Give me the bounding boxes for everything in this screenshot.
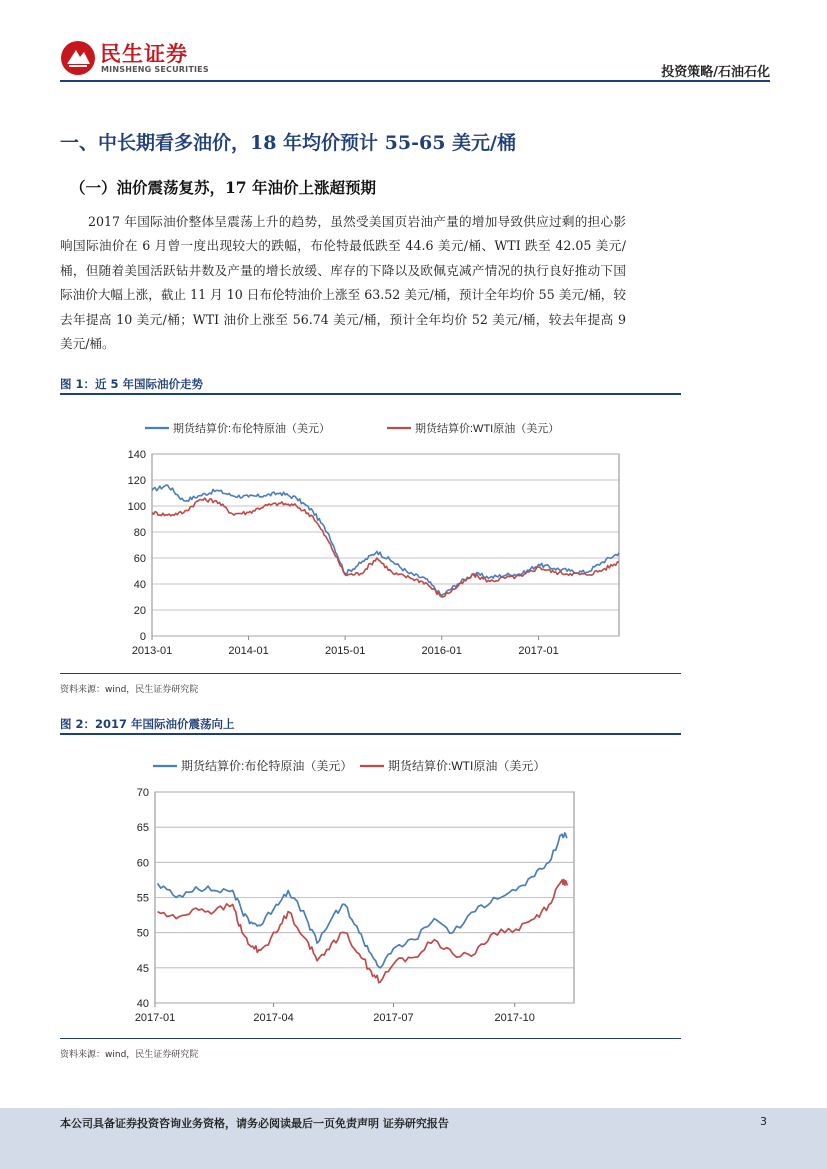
legend-label: 期货结算价:WTI原油（美元） <box>388 759 546 773</box>
y-tick-label: 40 <box>136 998 149 1010</box>
figure-1-source: 资料来源：wind，民生证券研究院 <box>60 685 199 695</box>
logo-chinese-name: 民生证券 <box>100 42 188 66</box>
y-tick-label: 140 <box>127 449 146 461</box>
series-line-brent <box>152 485 619 596</box>
figure-1-bottom-rule <box>60 673 681 674</box>
y-tick-label: 60 <box>136 857 149 870</box>
y-tick-label: 120 <box>127 475 146 487</box>
y-tick-label: 55 <box>136 892 149 905</box>
x-tick-label: 2014-01 <box>228 645 269 657</box>
y-tick-label: 100 <box>127 501 146 513</box>
y-tick-label: 65 <box>136 822 149 835</box>
y-tick-label: 60 <box>133 553 146 565</box>
figure-1-chart <box>60 400 681 670</box>
logo-english-name: MINSHENG SECURITIES <box>101 65 209 74</box>
x-tick-label: 2015-01 <box>324 645 366 657</box>
figure-2-source: 资料来源：wind，民生证券研究院 <box>60 1050 199 1060</box>
y-tick-label: 45 <box>136 962 149 975</box>
page-number: 3 <box>760 1115 767 1128</box>
y-tick-label: 40 <box>133 579 146 591</box>
subsection-heading: （一）油价震荡复苏，17 年油价上涨超预期 <box>70 178 376 197</box>
x-tick-label: 2017-10 <box>494 1012 535 1024</box>
y-tick-label: 80 <box>133 527 146 539</box>
footer-disclaimer: 本公司具备证券投资咨询业务资格，请务必阅读最后一页免责声明 证券研究报告 <box>60 1117 449 1130</box>
figure-1-top-rule <box>60 393 681 395</box>
y-tick-label: 50 <box>136 927 149 940</box>
figure-2-title: 图 2：2017 年国际油价震荡向上 <box>60 717 235 731</box>
legend-label: 期货结算价:布伦特原油（美元） <box>173 423 331 435</box>
x-tick-label: 2017-01 <box>518 645 559 657</box>
y-tick-label: 20 <box>133 605 146 617</box>
figure-2-bottom-rule <box>60 1038 681 1039</box>
figure-2-top-rule <box>60 733 681 735</box>
header-divider <box>60 80 770 82</box>
legend-label: 期货结算价:布伦特原油（美元） <box>181 759 353 773</box>
y-tick-label: 70 <box>136 787 149 799</box>
x-tick-label: 2017-01 <box>134 1012 176 1024</box>
figure-2-chart <box>60 740 681 1035</box>
legend-label: 期货结算价:WTI原油（美元） <box>415 423 560 435</box>
y-tick-label: 0 <box>139 631 146 643</box>
x-tick-label: 2017-04 <box>253 1012 294 1024</box>
minsheng-logo-icon <box>60 40 96 76</box>
x-tick-label: 2016-01 <box>421 645 462 657</box>
series-line-brent <box>158 833 568 968</box>
x-tick-label: 2013-01 <box>131 645 173 657</box>
section-heading: 一、中长期看多油价，18 年均价预计 55-65 美元/桶 <box>60 132 516 154</box>
series-line-wti <box>152 498 619 597</box>
page-header <box>60 34 770 80</box>
report-section-label: 投资策略/石油石化 <box>661 65 770 80</box>
plot-area <box>152 454 619 636</box>
body-paragraph: 2017 年国际油价整体呈震荡上升的趋势，虽然受美国页岩油产量的增加导致供应过剩的担心影响国际油价在 6 月曾一度出现较大的跌幅，布伦特最低跌至 44.6 美元/桶、WTI 跌至 42.05 美元/桶，但随着美国活跃钻井数及产量的增长放缓、库存的下降以及欧佩克减产情况的执行良好推动下国际油价大幅上涨，截止 11 月 10 日布伦特油价上涨至 63.52 美元/桶，预计全年均价 55 美元/桶，较去年提高 10 美元/桶；WTI 油价上涨至 56.74 美元/桶，预计全年均价 52 美元/桶，较去年提高 9 美元/桶。 <box>60 214 626 352</box>
figure-1-title: 图 1：近 5 年国际油价走势 <box>60 377 204 391</box>
x-tick-label: 2017-07 <box>373 1012 414 1024</box>
